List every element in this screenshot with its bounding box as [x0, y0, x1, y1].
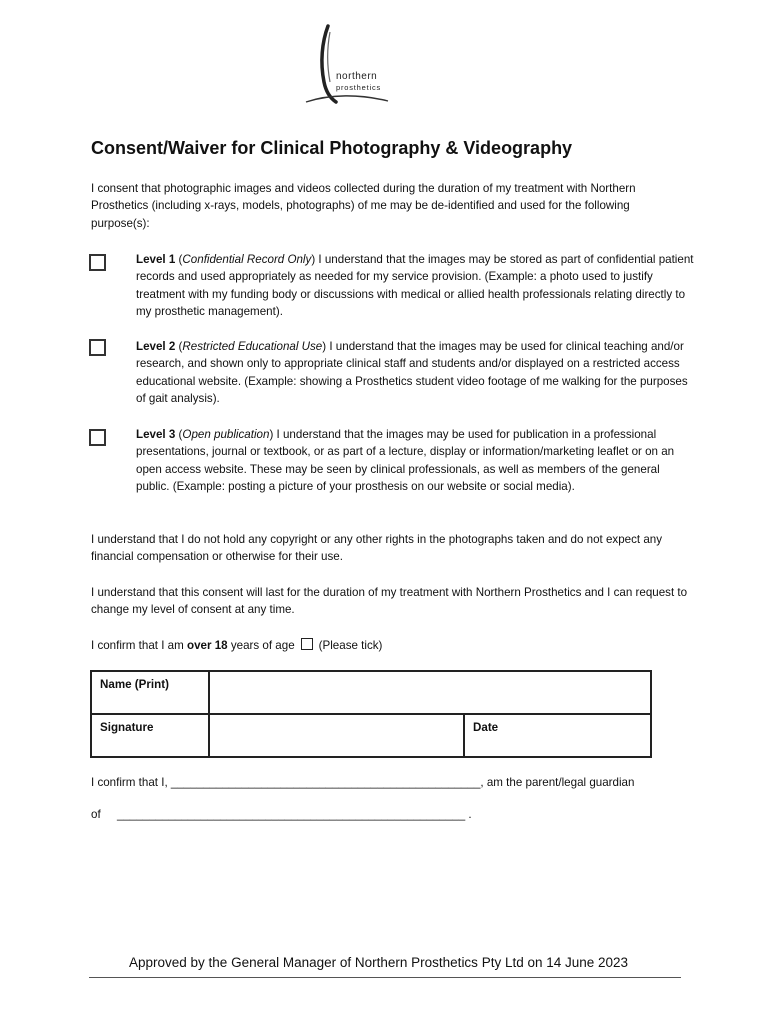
signature-table: [90, 670, 652, 758]
intro-paragraph: I consent that photographic images and videos collected during the duration of my treatment with Northern Prosthetics (including x-rays, models, photographs) of me may be de-identified and used for the following purpose(s):: [91, 182, 636, 230]
age-tick-note: (Please tick): [318, 639, 383, 652]
logo-line-1: northern: [336, 71, 378, 82]
level-1-checkbox[interactable]: [89, 254, 106, 271]
level-3-checkbox[interactable]: [89, 429, 106, 446]
name-label: Name (Print): [91, 671, 209, 714]
of-line: [91, 808, 472, 821]
guardian-prefix: I confirm that I,: [91, 776, 171, 789]
guardian-suffix: , am the parent/legal guardian: [480, 776, 635, 789]
guardian-line: [91, 776, 634, 789]
signature-label: Signature: [91, 714, 209, 757]
level-2-checkbox[interactable]: [89, 339, 106, 356]
date-label: Date: [473, 721, 499, 734]
age-bold: over 18: [187, 639, 228, 652]
age-checkbox[interactable]: [301, 638, 313, 650]
level-1-name: Level 1: [136, 253, 176, 266]
level-2-text: Level 2 (Restricted Educational Use) I understand that the images may be used for clinical teaching and/or research, and shown only to appropriate clinical staff and students and/or displayed on a restricted access educational website. (Example: showing a Prosthetics student video footage of me walking for the purposes of gait analysis).: [136, 340, 688, 406]
logo-line-2: prosthetics: [336, 83, 382, 92]
level-1-text: Level 1 (Confidential Record Only) I understand that the images may be stored as part of confidential patient records and used appropriately as needed for my service provision. (Example: a photo used to justify treatment with my funding body or discussions with medical or allied health professionals relating directly to my prosthetic management).: [136, 253, 694, 319]
logo-wordmark: [336, 72, 381, 93]
age-prefix: I confirm that I am: [91, 639, 187, 652]
level-2-type: Restricted Educational Use: [182, 340, 323, 353]
level-1-type: Confidential Record Only: [182, 253, 312, 266]
signature-field[interactable]: [209, 714, 464, 757]
level-3-name: Level 3: [136, 428, 176, 441]
duration-paragraph: I understand that this consent will last for the duration of my treatment with Northern Prosthetics and I can request to change my level of consent at any time.: [91, 586, 688, 617]
page-title: Consent/Waiver for Clinical Photography & Videography: [91, 138, 573, 158]
level-1-description: I understand that the images may be stored as part of confidential patient records and used appropriately as needed for my service provision. (Example: a photo used to justify treatment with my funding body or discussions with medical or allied health professionals relating directly to my prosthetic management).: [136, 253, 694, 319]
level-3-text: Level 3 (Open publication) I understand that the images may be used for publication in a professional presentations, journal or textbook, or as part of a lecture, display or information/marketing leaflet or on an open access website. These may be seen by clinical professionals, as well as members of the general public. (Example: posting a picture of your prosthesis on our website or social media).: [136, 428, 675, 494]
northern-prosthetics-logo: [300, 22, 400, 106]
of-blank[interactable]: ______________________________________________________: [117, 808, 466, 821]
of-label: of: [91, 808, 101, 821]
of-end: .: [465, 808, 472, 821]
guardian-name-blank[interactable]: ________________________________________________: [170, 776, 481, 789]
age-suffix: years of age: [227, 639, 295, 652]
age-confirmation: [91, 637, 691, 654]
rights-paragraph: I understand that I do not hold any copyright or any other rights in the photographs taken and do not expect any financial compensation or otherwise for their use.: [91, 533, 663, 564]
footer-divider: [89, 977, 681, 978]
date-field[interactable]: [464, 714, 651, 757]
level-3-type: Open publication: [182, 428, 270, 441]
level-3-description: I understand that the images may be used for publication in a professional presentations, journal or textbook, or as part of a lecture, display or information/marketing leaflet or on an open access website. These may be seen by clinical professionals, as well as members of the general public. (Example: posting a picture of your prosthesis on our website or social media).: [136, 428, 675, 494]
name-field[interactable]: [209, 671, 651, 714]
level-2-description: I understand that the images may be used for clinical teaching and/or research, and shown only to appropriate clinical staff and students and/or displayed on a restricted access educational website. (Example: showing a Prosthetics student video footage of me walking for the purposes of gait analysis).: [136, 340, 688, 406]
level-2-name: Level 2: [136, 340, 176, 353]
footer-approval: Approved by the General Manager of Northern Prosthetics Pty Ltd on 14 June 2023: [129, 955, 629, 970]
